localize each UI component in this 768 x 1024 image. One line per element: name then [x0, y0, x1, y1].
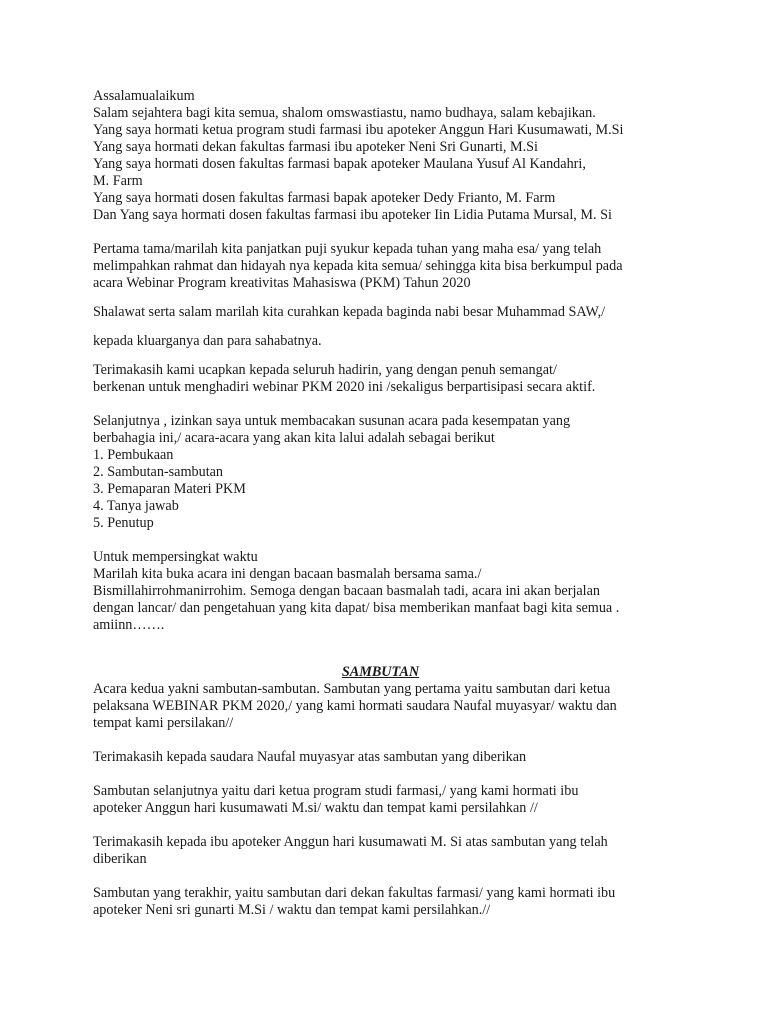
shalawat-paragraph: [93, 304, 693, 350]
basmalah-line: amiinn…….: [93, 617, 165, 633]
basmalah-line: Marilah kita buka acara ini dengan bacaan basmalah bersama sama./: [93, 566, 482, 582]
basmalah-line: Untuk mempersingkat waktu: [93, 549, 258, 565]
agenda-item: 5. Penutup: [93, 515, 154, 531]
shalawat-line: Shalawat serta salam marilah kita curahkan kepada baginda nabi besar Muhammad SAW,/: [93, 304, 606, 320]
shalawat-line: kepada kluarganya dan para sahabatnya.: [93, 333, 322, 349]
greeting-line: M. Farm: [93, 173, 143, 189]
agenda-intro-line: berbahagia ini,/ acara-acara yang akan kita lalui adalah sebagai berikut: [93, 430, 495, 446]
greeting-line: Yang saya hormati dekan fakultas farmasi ibu apoteker Neni Sri Gunarti, M.Si: [93, 139, 538, 155]
thanks-paragraph: [93, 362, 693, 396]
sambutan-intro-line: Acara kedua yakni sambutan-sambutan. Sambutan yang pertama yaitu sambutan dari ketua: [93, 681, 611, 697]
sambutan-thanks-line: Terimakasih kepada saudara Naufal muyasyar atas sambutan yang diberikan: [93, 749, 527, 765]
agenda-item: 2. Sambutan-sambutan: [93, 464, 224, 480]
agenda-intro-line: Selanjutnya , izinkan saya untuk membacakan susunan acara pada kesempatan yang: [93, 413, 571, 429]
greeting-line: Assalamualaikum: [93, 88, 195, 104]
thanks-line: Terimakasih kami ucapkan kepada seluruh hadirin, yang dengan penuh semangat/: [93, 362, 557, 378]
sambutan-next-line: apoteker Anggun hari kusumawati M.si/ waktu dan tempat kami persilahkan //: [93, 800, 538, 816]
opening-line: acara Webinar Program kreativitas Mahasiswa (PKM) Tahun 2020: [93, 275, 471, 291]
greeting-line: Dan Yang saya hormati dosen fakultas farmasi ibu apoteker Iin Lidia Putama Mursal, M. Si: [93, 207, 612, 223]
sambutan-thanks-line: diberikan: [93, 851, 147, 867]
agenda-item: 1. Pembukaan: [93, 447, 174, 463]
sambutan-heading: SAMBUTAN: [341, 664, 420, 680]
opening-line: Pertama tama/marilah kita panjatkan puji syukur kepada tuhan yang maha esa/ yang telah: [93, 241, 602, 257]
basmalah-paragraph: [93, 549, 693, 634]
thanks-line: berkenan untuk menghadiri webinar PKM 2020 ini /sekaligus berpartisipasi secara aktif.: [93, 379, 596, 395]
sambutan-intro-line: pelaksana WEBINAR PKM 2020,/ yang kami hormati saudara Naufal muyasyar/ waktu dan: [93, 698, 617, 714]
sambutan-last-line: apoteker Neni sri gunarti M.Si / waktu dan tempat kami persilahkan.//: [93, 902, 491, 918]
greeting-section: [93, 88, 693, 224]
basmalah-line: dengan lancar/ dan pengetahuan yang kita dapat/ bisa memberikan manfaat bagi kita semua .: [93, 600, 620, 616]
sambutan-last-line: Sambutan yang terakhir, yaitu sambutan dari dekan fakultas farmasi/ yang kami hormati ibu: [93, 885, 616, 901]
sambutan-section: [93, 664, 693, 919]
agenda-section: [93, 413, 693, 532]
agenda-item: 4. Tanya jawab: [93, 498, 179, 514]
opening-paragraph: [93, 241, 693, 292]
sambutan-intro-line: tempat kami persilakan//: [93, 715, 234, 731]
sambutan-thanks-line: Terimakasih kepada ibu apoteker Anggun hari kusumawati M. Si atas sambutan yang telah: [93, 834, 608, 850]
greeting-line: Yang saya hormati dosen fakultas farmasi bapak apoteker Dedy Frianto, M. Farm: [93, 190, 556, 206]
agenda-item: 3. Pemaparan Materi PKM: [93, 481, 246, 497]
greeting-line: Salam sejahtera bagi kita semua, shalom omswastiastu, namo budhaya, salam kebajikan.: [93, 105, 596, 121]
greeting-line: Yang saya hormati ketua program studi farmasi ibu apoteker Anggun Hari Kusumawati, M.Si: [93, 122, 624, 138]
opening-line: melimpahkan rahmat dan hidayah nya kepada kita semua/ sehingga kita bisa berkumpul pada: [93, 258, 623, 274]
greeting-line: Yang saya hormati dosen fakultas farmasi bapak apoteker Maulana Yusuf Al Kandahri,: [93, 156, 586, 172]
basmalah-line: Bismillahirrohmanirrohim. Semoga dengan bacaan basmalah tadi, acara ini akan berjalan: [93, 583, 601, 599]
sambutan-next-line: Sambutan selanjutnya yaitu dari ketua program studi farmasi,/ yang kami hormati ibu: [93, 783, 579, 799]
document-page: [93, 88, 693, 919]
